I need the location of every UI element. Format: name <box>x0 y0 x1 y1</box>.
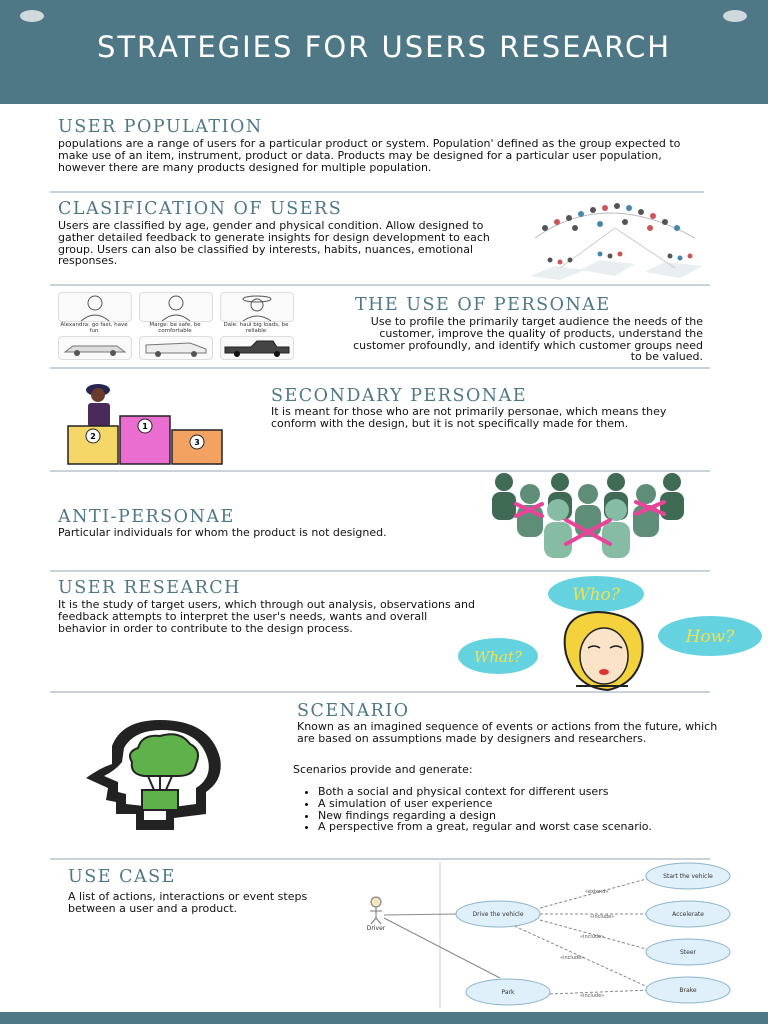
use-case-node: Drive the vehicle <box>472 911 524 918</box>
decor-dot-left <box>20 10 44 22</box>
secondary-text: It is meant for those who are not primarily personae, which means they conform with the design, but it is not specifically made for them. <box>271 405 667 430</box>
include-label: «include» <box>580 993 605 999</box>
car-sketch-minivan <box>139 336 213 360</box>
use-case-node: Steer <box>679 949 697 956</box>
scenario-intro: Scenarios provide and generate: <box>293 763 473 776</box>
user-population-heading: USER POPULATION <box>58 117 263 137</box>
questioning-woman-illustration <box>458 574 766 694</box>
car-sketch-pickup <box>220 336 294 360</box>
research-heading: USER RESEARCH <box>58 578 241 598</box>
classification-heading: CLASIFICATION OF USERS <box>58 199 343 219</box>
podium-illustration <box>66 380 226 466</box>
persona-sketch-marge <box>139 292 213 322</box>
bubble-how: How? <box>685 627 735 647</box>
list-item: • New findings regarding a design <box>318 810 738 822</box>
use-case-diagram <box>360 860 735 1010</box>
scenario-text: Known as an imagined sequence of events or actions from the future, which are based on assumptions made by designers and researchers. <box>297 720 718 745</box>
list-item: • Both a social and physical context for different users <box>318 786 738 798</box>
user-population-text: populations are a range of users for a particular product or system. Population' defined as the group expected to make use of an item, instrument, product or data. Products may be designed for a particular user population, however there are many products designed for multiple population. <box>58 137 681 174</box>
podium-number: 3 <box>194 438 200 447</box>
list-item: • A simulation of user experience <box>318 798 738 810</box>
include-label: «include» <box>580 934 605 940</box>
use-case-node: Brake <box>679 987 697 994</box>
extend-label: «extend» <box>585 889 609 895</box>
anti-heading: ANTI-PERSONAE <box>58 507 235 527</box>
footer-bar <box>0 1012 768 1024</box>
bubble-what: What? <box>473 648 523 666</box>
anti-text: Particular individuals for whom the product is not designed. <box>58 526 387 539</box>
use-case-node: Accelerate <box>672 911 704 918</box>
crowd-network-illustration <box>505 198 725 280</box>
podium-number: 1 <box>142 422 148 431</box>
car-sketch-convertible <box>58 336 132 360</box>
scenario-bullet-list <box>298 786 738 833</box>
lightbulb-head-icon <box>82 718 228 830</box>
use-case-text: A list of actions, interactions or event steps between a user and a product. <box>68 890 308 915</box>
divider <box>50 691 710 693</box>
anti-personae-crowd-illustration <box>486 472 696 564</box>
personae-text: Use to profile the primarily target audience the needs of the customer, improve the quality of products, understand the customer profoundly, and identify which customer groups need to be valued. <box>353 315 703 364</box>
bubble-who: Who? <box>572 585 620 605</box>
persona-sketch-alexandra <box>58 292 132 322</box>
divider <box>50 570 710 572</box>
classification-text: Users are classified by age, gender and physical condition. Allow designed to gather detailed feedback to generate insights for design development to each group. Users can also be classified by interests, habits, nuances, emotional responses. <box>58 219 490 268</box>
research-text: It is the study of target users, which through out analysis, observations and feedback attempts to interpret the user's needs, wants and overall behavior in order to contribute to the design process. <box>58 598 475 635</box>
list-item: • A perspective from a great, regular and worst case scenario. <box>318 821 738 833</box>
decor-dot-right <box>723 10 747 22</box>
include-label: «include» <box>560 955 585 961</box>
page-title: STRATEGIES FOR USERS RESEARCH <box>96 30 672 64</box>
include-label: «include» <box>590 914 615 920</box>
use-case-node: Start the vehicle <box>663 873 713 880</box>
persona-caption: Alexandra: go fast, have fun <box>60 322 128 334</box>
actor-label: Driver <box>366 925 386 932</box>
divider <box>50 191 704 193</box>
divider <box>50 284 710 286</box>
secondary-heading: SECONDARY PERSONAE <box>271 386 528 406</box>
podium-number: 2 <box>90 432 96 441</box>
scenario-heading: SCENARIO <box>297 701 410 721</box>
divider <box>50 367 710 369</box>
persona-caption: Marge: be safe, be comfortable <box>149 322 201 334</box>
personae-heading: THE USE OF PERSONAE <box>355 295 611 315</box>
persona-caption: Dale: haul big loads, be reliable <box>223 322 289 334</box>
use-case-node: Park <box>501 989 515 996</box>
use-case-heading: USE CASE <box>68 867 176 887</box>
persona-sketch-dale <box>220 292 294 322</box>
